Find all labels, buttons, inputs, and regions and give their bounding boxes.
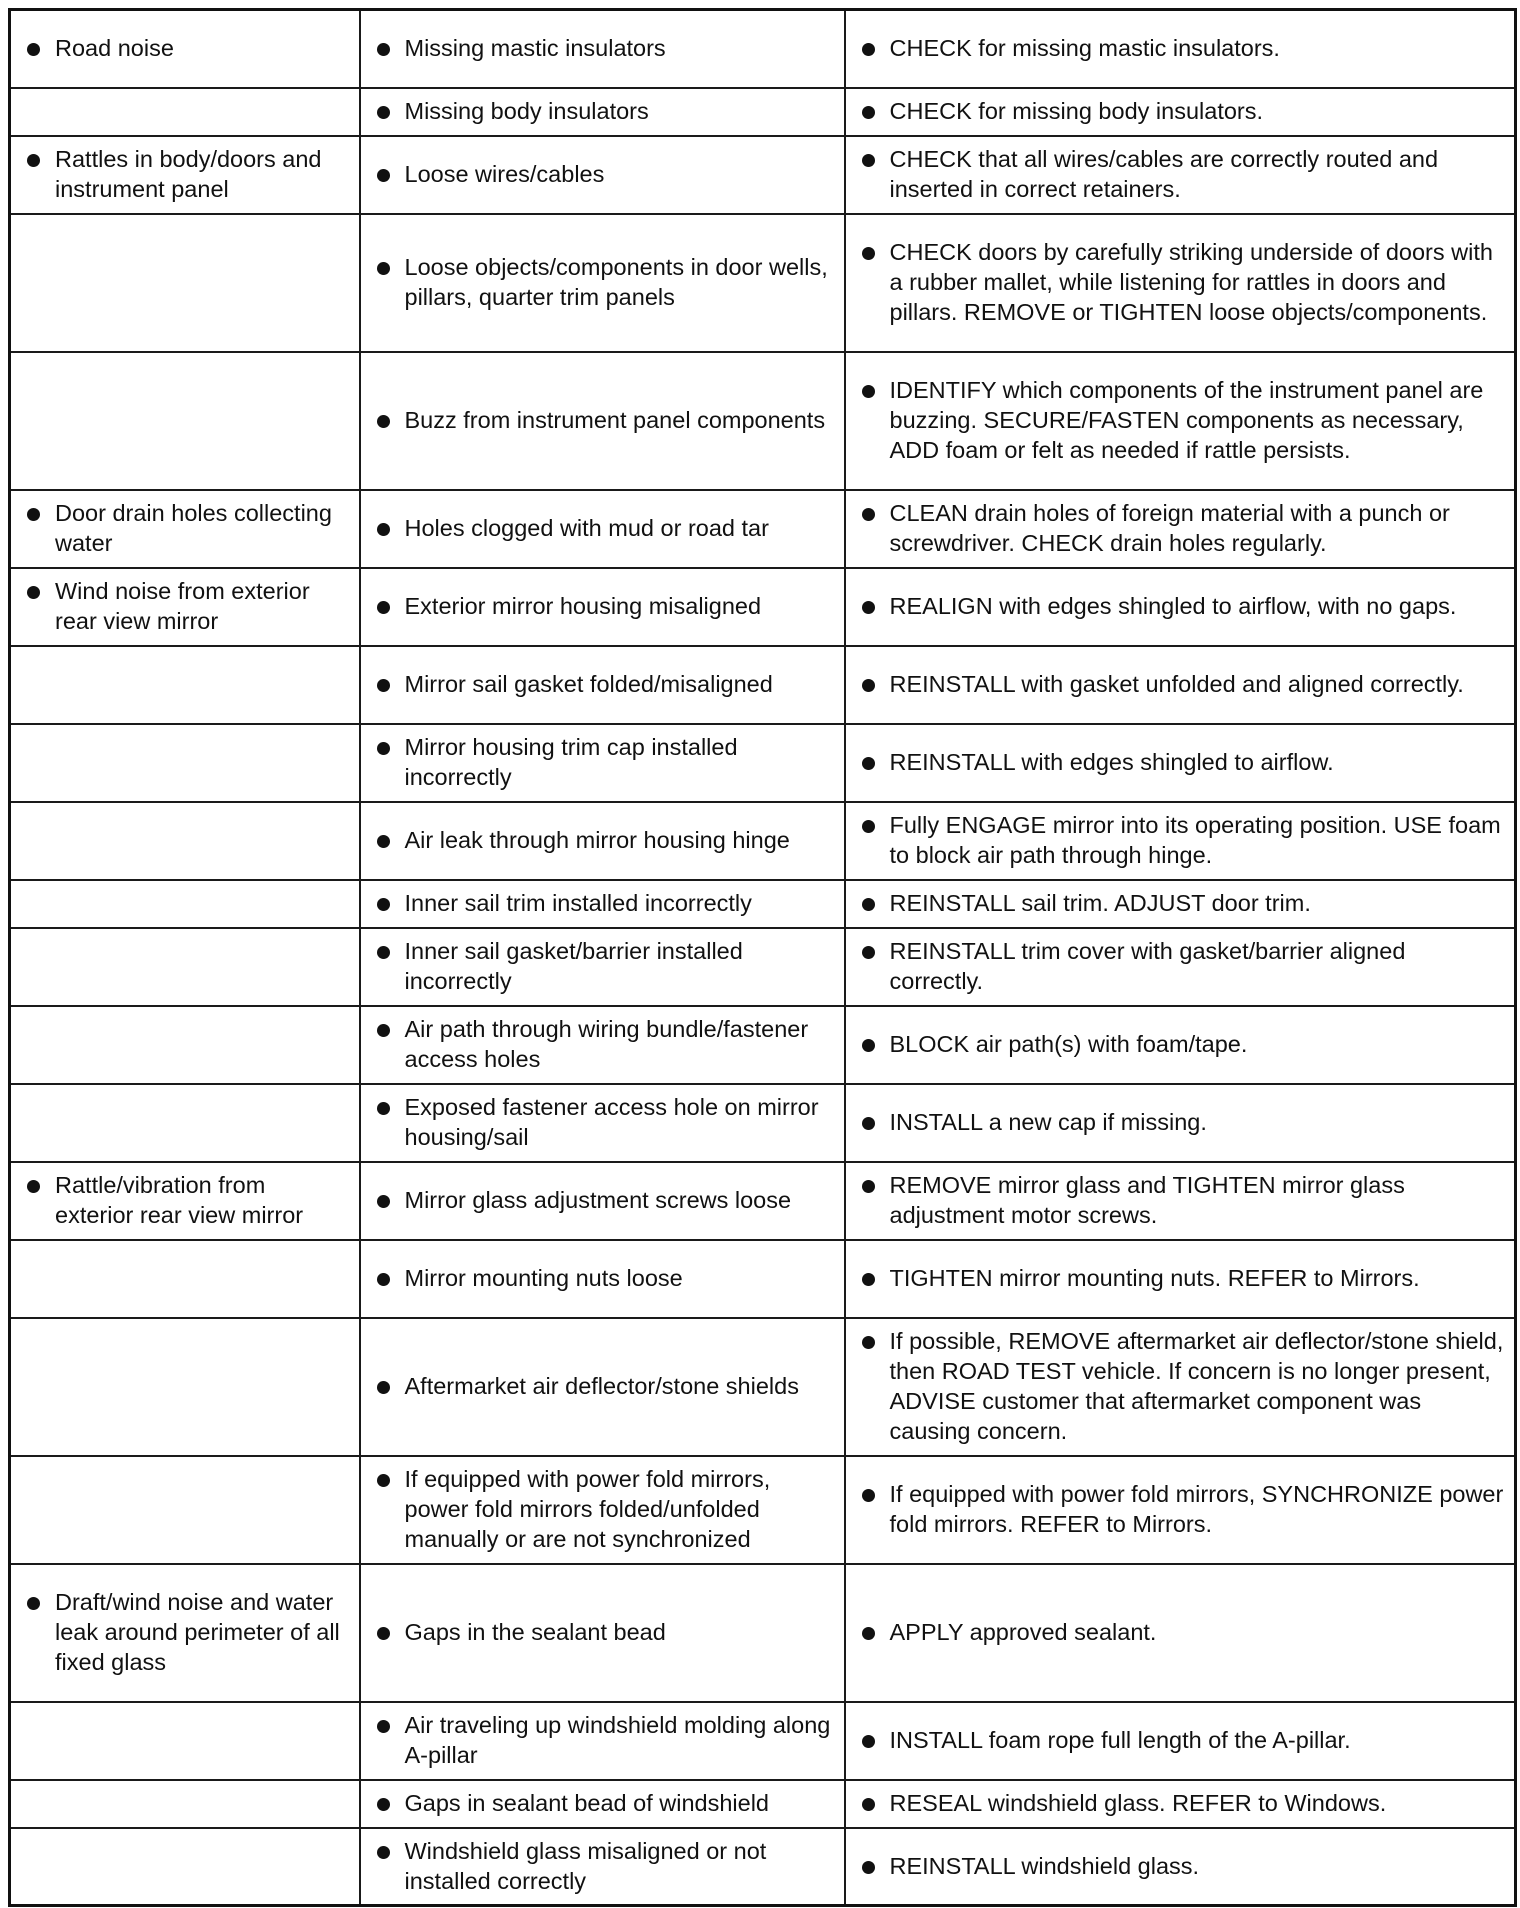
action-cell xyxy=(845,88,1516,136)
bullet-icon xyxy=(862,385,875,398)
condition-cell xyxy=(10,214,360,352)
bullet-icon xyxy=(862,1489,875,1502)
condition-text: Road noise xyxy=(55,35,174,62)
bullet-icon xyxy=(862,1039,875,1052)
bullet-icon xyxy=(377,43,390,56)
bullet-icon xyxy=(377,1024,390,1037)
action-cell xyxy=(845,928,1516,1006)
source-cell xyxy=(360,1456,845,1564)
source-cell xyxy=(360,490,845,568)
bullet-icon xyxy=(377,1798,390,1811)
condition-cell xyxy=(10,1240,360,1318)
source-cell xyxy=(360,1006,845,1084)
condition-cell xyxy=(10,880,360,928)
table-row xyxy=(10,10,1516,88)
bullet-icon xyxy=(862,1180,875,1193)
action-text: BLOCK air path(s) with foam/tape. xyxy=(889,1031,1248,1057)
action-text: REALIGN with edges shingled to airflow, with no gaps. xyxy=(889,593,1457,619)
source-text: Air traveling up windshield molding along A-pillar xyxy=(404,1712,831,1768)
bullet-icon xyxy=(377,169,390,182)
bullet-icon xyxy=(377,835,390,848)
source-text: Loose objects/components in door wells, pillars, quarter trim panels xyxy=(404,254,828,310)
source-cell xyxy=(360,1162,845,1240)
source-cell xyxy=(360,802,845,880)
source-cell xyxy=(360,724,845,802)
action-text: APPLY approved sealant. xyxy=(889,1619,1157,1645)
source-text: Exterior mirror housing misaligned xyxy=(404,593,762,619)
action-text: CHECK doors by carefully striking underside of doors with a rubber mallet, while listening for rattles in doors and pillars. REMOVE or TIGHTEN loose objects/components. xyxy=(889,239,1493,325)
condition-cell xyxy=(10,646,360,724)
bullet-icon xyxy=(377,601,390,614)
table-row xyxy=(10,1162,1516,1240)
action-text: REMOVE mirror glass and TIGHTEN mirror glass adjustment motor screws. xyxy=(889,1172,1405,1228)
action-text: REINSTALL windshield glass. xyxy=(889,1852,1200,1879)
bullet-icon xyxy=(377,946,390,959)
bullet-icon xyxy=(27,508,40,521)
table-body xyxy=(10,10,1516,1906)
bullet-icon xyxy=(862,106,875,119)
table-row xyxy=(10,1564,1516,1702)
bullet-icon xyxy=(377,1846,390,1859)
table-row xyxy=(10,1702,1516,1780)
condition-cell xyxy=(10,724,360,802)
action-cell xyxy=(845,490,1516,568)
bullet-icon xyxy=(27,43,40,56)
action-text: CHECK for missing mastic insulators. xyxy=(889,35,1280,62)
bullet-icon xyxy=(27,1180,40,1193)
action-cell xyxy=(845,646,1516,724)
bullet-icon xyxy=(862,898,875,911)
bullet-icon xyxy=(862,679,875,692)
source-cell xyxy=(360,1564,845,1702)
source-cell xyxy=(360,1084,845,1162)
condition-cell xyxy=(10,1006,360,1084)
source-cell xyxy=(360,1780,845,1828)
action-text: RESEAL windshield glass. REFER to Windows. xyxy=(889,1790,1387,1816)
source-cell xyxy=(360,1828,845,1906)
bullet-icon xyxy=(377,523,390,536)
condition-cell xyxy=(10,1702,360,1780)
bullet-icon xyxy=(377,1627,390,1640)
diagnostic-table xyxy=(8,8,1517,1907)
bullet-icon xyxy=(27,1597,40,1610)
condition-text: Rattle/vibration from exterior rear view mirror xyxy=(55,1172,304,1228)
condition-cell xyxy=(10,1084,360,1162)
action-text: CLEAN drain holes of foreign material with a punch or screwdriver. CHECK drain holes regularly. xyxy=(889,500,1450,556)
action-cell xyxy=(845,1318,1516,1456)
bullet-icon xyxy=(862,43,875,56)
bullet-icon xyxy=(862,154,875,167)
source-text: Aftermarket air deflector/stone shields xyxy=(404,1373,799,1399)
action-cell xyxy=(845,568,1516,646)
bullet-icon xyxy=(862,1735,875,1748)
source-cell xyxy=(360,880,845,928)
source-text: Gaps in sealant bead of windshield xyxy=(404,1790,769,1816)
condition-cell xyxy=(10,928,360,1006)
bullet-icon xyxy=(377,1720,390,1733)
action-text: Fully ENGAGE mirror into its operating position. USE foam to block air path through hinge. xyxy=(889,812,1501,868)
action-cell xyxy=(845,10,1516,88)
table-row xyxy=(10,1084,1516,1162)
bullet-icon xyxy=(862,1627,875,1640)
action-text: If possible, REMOVE aftermarket air deflector/stone shield, then ROAD TEST vehicle. If concern is no longer present, ADVISE customer that aftermarket component was causing concern. xyxy=(889,1328,1504,1444)
action-text: IDENTIFY which components of the instrument panel are buzzing. SECURE/FASTEN components as necessary, ADD foam or felt as needed if rattle persists. xyxy=(889,377,1484,463)
source-cell xyxy=(360,88,845,136)
table-row xyxy=(10,646,1516,724)
action-cell xyxy=(845,352,1516,490)
action-cell xyxy=(845,880,1516,928)
condition-cell xyxy=(10,1162,360,1240)
condition-text: Wind noise from exterior rear view mirror xyxy=(55,578,310,634)
bullet-icon xyxy=(377,1273,390,1286)
condition-cell xyxy=(10,10,360,88)
condition-cell xyxy=(10,1456,360,1564)
action-cell xyxy=(845,214,1516,352)
action-cell xyxy=(845,724,1516,802)
action-cell xyxy=(845,1564,1516,1702)
source-text: Air path through wiring bundle/fastener access holes xyxy=(404,1016,809,1072)
table-row xyxy=(10,1828,1516,1906)
bullet-icon xyxy=(377,1474,390,1487)
source-text: If equipped with power fold mirrors, power fold mirrors folded/unfolded manually or are not synchronized xyxy=(404,1466,771,1552)
source-text: Mirror glass adjustment screws loose xyxy=(404,1187,792,1213)
bullet-icon xyxy=(862,1273,875,1286)
action-text: INSTALL foam rope full length of the A-pillar. xyxy=(889,1727,1351,1753)
action-cell xyxy=(845,1162,1516,1240)
action-cell xyxy=(845,1240,1516,1318)
source-cell xyxy=(360,928,845,1006)
table-row xyxy=(10,880,1516,928)
source-text: Mirror mounting nuts loose xyxy=(404,1265,683,1291)
condition-cell xyxy=(10,1318,360,1456)
action-cell xyxy=(845,1702,1516,1780)
table-row xyxy=(10,214,1516,352)
bullet-icon xyxy=(377,898,390,911)
bullet-icon xyxy=(862,1336,875,1349)
source-cell xyxy=(360,1240,845,1318)
source-text: Loose wires/cables xyxy=(404,161,605,187)
action-text: REINSTALL sail trim. ADJUST door trim. xyxy=(889,890,1311,916)
condition-text: Draft/wind noise and water leak around perimeter of all fixed glass xyxy=(55,1589,340,1675)
condition-text: Door drain holes collecting water xyxy=(55,500,332,556)
table-row xyxy=(10,1006,1516,1084)
source-cell xyxy=(360,646,845,724)
bullet-icon xyxy=(377,679,390,692)
source-cell xyxy=(360,1318,845,1456)
source-text: Gaps in the sealant bead xyxy=(404,1619,666,1645)
source-cell xyxy=(360,10,845,88)
source-cell xyxy=(360,568,845,646)
table-row xyxy=(10,724,1516,802)
table-row xyxy=(10,928,1516,1006)
action-text: TIGHTEN mirror mounting nuts. REFER to Mirrors. xyxy=(889,1265,1420,1291)
condition-cell xyxy=(10,88,360,136)
bullet-icon xyxy=(862,1117,875,1130)
action-cell xyxy=(845,136,1516,214)
source-text: Buzz from instrument panel components xyxy=(404,407,826,433)
bullet-icon xyxy=(862,820,875,833)
table-row xyxy=(10,1780,1516,1828)
source-text: Mirror housing trim cap installed incorrectly xyxy=(404,734,738,790)
condition-cell xyxy=(10,1564,360,1702)
table-row xyxy=(10,136,1516,214)
bullet-icon xyxy=(377,106,390,119)
table-row xyxy=(10,1456,1516,1564)
action-cell xyxy=(845,802,1516,880)
action-text: INSTALL a new cap if missing. xyxy=(889,1109,1207,1135)
source-cell xyxy=(360,214,845,352)
source-text: Air leak through mirror housing hinge xyxy=(404,827,790,853)
table-row xyxy=(10,1318,1516,1456)
bullet-icon xyxy=(862,1861,875,1874)
action-cell xyxy=(845,1006,1516,1084)
source-text: Exposed fastener access hole on mirror housing/sail xyxy=(404,1094,819,1150)
source-cell xyxy=(360,352,845,490)
action-text: CHECK for missing body insulators. xyxy=(889,98,1264,124)
source-text: Inner sail trim installed incorrectly xyxy=(404,890,752,916)
bullet-icon xyxy=(862,1798,875,1811)
bullet-icon xyxy=(27,154,40,167)
action-cell xyxy=(845,1456,1516,1564)
bullet-icon xyxy=(862,946,875,959)
source-text: Missing mastic insulators xyxy=(404,35,666,62)
source-cell xyxy=(360,136,845,214)
bullet-icon xyxy=(377,262,390,275)
source-text: Mirror sail gasket folded/misaligned xyxy=(404,671,773,697)
action-text: REINSTALL with gasket unfolded and aligned correctly. xyxy=(889,671,1464,697)
bullet-icon xyxy=(377,1195,390,1208)
source-cell xyxy=(360,1702,845,1780)
table-row xyxy=(10,352,1516,490)
condition-text: Rattles in body/doors and instrument panel xyxy=(55,146,322,202)
action-text: REINSTALL with edges shingled to airflow. xyxy=(889,749,1334,775)
bullet-icon xyxy=(862,247,875,260)
condition-cell xyxy=(10,136,360,214)
condition-cell xyxy=(10,490,360,568)
condition-cell xyxy=(10,1780,360,1828)
source-text: Windshield glass misaligned or not installed correctly xyxy=(404,1837,767,1894)
bullet-icon xyxy=(377,415,390,428)
source-text: Missing body insulators xyxy=(404,98,649,124)
action-cell xyxy=(845,1828,1516,1906)
bullet-icon xyxy=(862,508,875,521)
source-text: Holes clogged with mud or road tar xyxy=(404,515,769,541)
bullet-icon xyxy=(377,742,390,755)
action-text: CHECK that all wires/cables are correctly routed and inserted in correct retainers. xyxy=(889,146,1439,202)
action-cell xyxy=(845,1084,1516,1162)
table-row xyxy=(10,568,1516,646)
action-text: REINSTALL trim cover with gasket/barrier aligned correctly. xyxy=(889,938,1406,994)
bullet-icon xyxy=(377,1102,390,1115)
table-row xyxy=(10,490,1516,568)
action-cell xyxy=(845,1780,1516,1828)
table-row xyxy=(10,1240,1516,1318)
table-row xyxy=(10,88,1516,136)
action-text: If equipped with power fold mirrors, SYNCHRONIZE power fold mirrors. REFER to Mirrors. xyxy=(889,1481,1504,1537)
condition-cell xyxy=(10,802,360,880)
condition-cell xyxy=(10,1828,360,1906)
bullet-icon xyxy=(27,586,40,599)
bullet-icon xyxy=(862,757,875,770)
condition-cell xyxy=(10,568,360,646)
bullet-icon xyxy=(862,601,875,614)
source-text: Inner sail gasket/barrier installed incorrectly xyxy=(404,938,743,994)
table-row xyxy=(10,802,1516,880)
bullet-icon xyxy=(377,1381,390,1394)
condition-cell xyxy=(10,352,360,490)
